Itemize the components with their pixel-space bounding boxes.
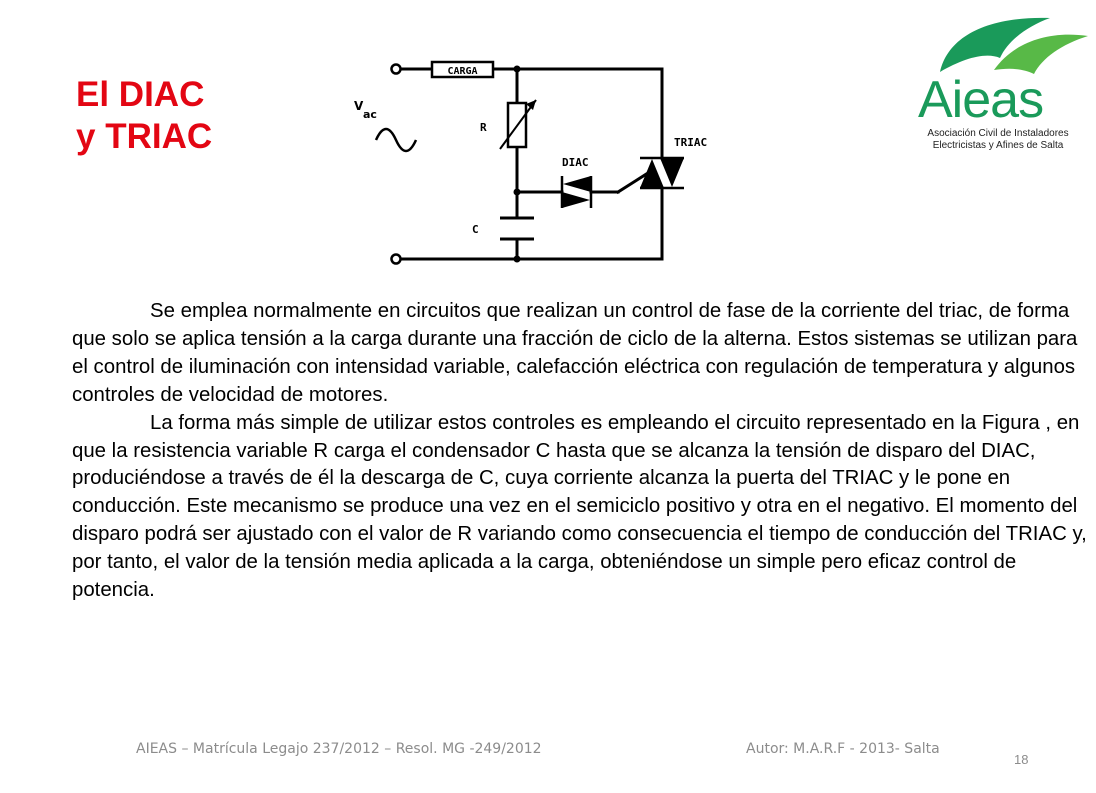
load-resistor	[432, 62, 493, 77]
diac-label: DIAC	[562, 156, 589, 169]
page-number: 18	[1014, 752, 1029, 767]
slide-title-line1: El DIAC	[76, 75, 205, 114]
paragraph-1: Se emplea normalmente en circuitos que realizan un control de fase de la corriente del triac, de forma que solo se aplica tensión a la carga durante una fracción de ciclo de la alterna. Estos sistemas se utilizan para el control de iluminación con intensidad variable, calefacción eléctrica con regulación de temperatura y algunos controles de velocidad de motores.	[72, 300, 1078, 406]
footer-registration: AIEAS – Matrícula Legajo 237/2012 – Resol. MG -249/2012	[136, 741, 542, 757]
terminal-bottom	[392, 255, 401, 264]
triac-symbol	[640, 158, 684, 188]
paragraph-2: La forma más simple de utilizar estos controles es empleando el circuito representado en la Figura , en que la resistencia variable R carga el condensador C hasta que se alcanza la tensión de disparo del DIAC, produciéndose a través de él la descarga de C, cuya corriente alcanza la puerta del TRIAC y le pone en conducción. Este mecanismo se produce una vez en el semiciclo positivo y otra en el negativo. El momento del disparo podrá ser ajustado con el valor de R variando como consecuencia el tiempo de conducción del TRIAC y, por tanto, el valor de la tensión media aplicada a la carga, obteniéndose un simple pero eficaz control de potencia.	[72, 411, 1087, 602]
triac-label: TRIAC	[674, 136, 708, 149]
resistor-label: R	[480, 121, 487, 134]
logo-subtitle-line1: Asociación Civil de Instaladores	[927, 128, 1069, 139]
slide-title	[76, 74, 212, 158]
source-label-sub: ac	[363, 108, 377, 121]
body-text	[72, 298, 1088, 605]
diac-symbol	[562, 176, 591, 208]
capacitor	[500, 218, 534, 239]
variable-resistor	[500, 100, 536, 149]
aieas-logo	[900, 14, 1090, 164]
slide-title-line2: y TRIAC	[76, 117, 213, 156]
capacitor-label: C	[472, 223, 479, 236]
terminal-top	[392, 65, 401, 74]
logo-subtitle	[910, 128, 1086, 152]
source-label-v: V	[354, 99, 364, 113]
ac-source-icon	[376, 129, 416, 151]
footer-author: Autor: M.A.R.F - 2013- Salta	[746, 741, 940, 757]
load-label: CARGA	[447, 66, 478, 77]
diac-triac-circuit-diagram	[340, 40, 720, 275]
logo-wordmark: Aieas	[918, 71, 1044, 129]
logo-subtitle-line2: Electricistas y Afines de Salta	[932, 140, 1064, 151]
